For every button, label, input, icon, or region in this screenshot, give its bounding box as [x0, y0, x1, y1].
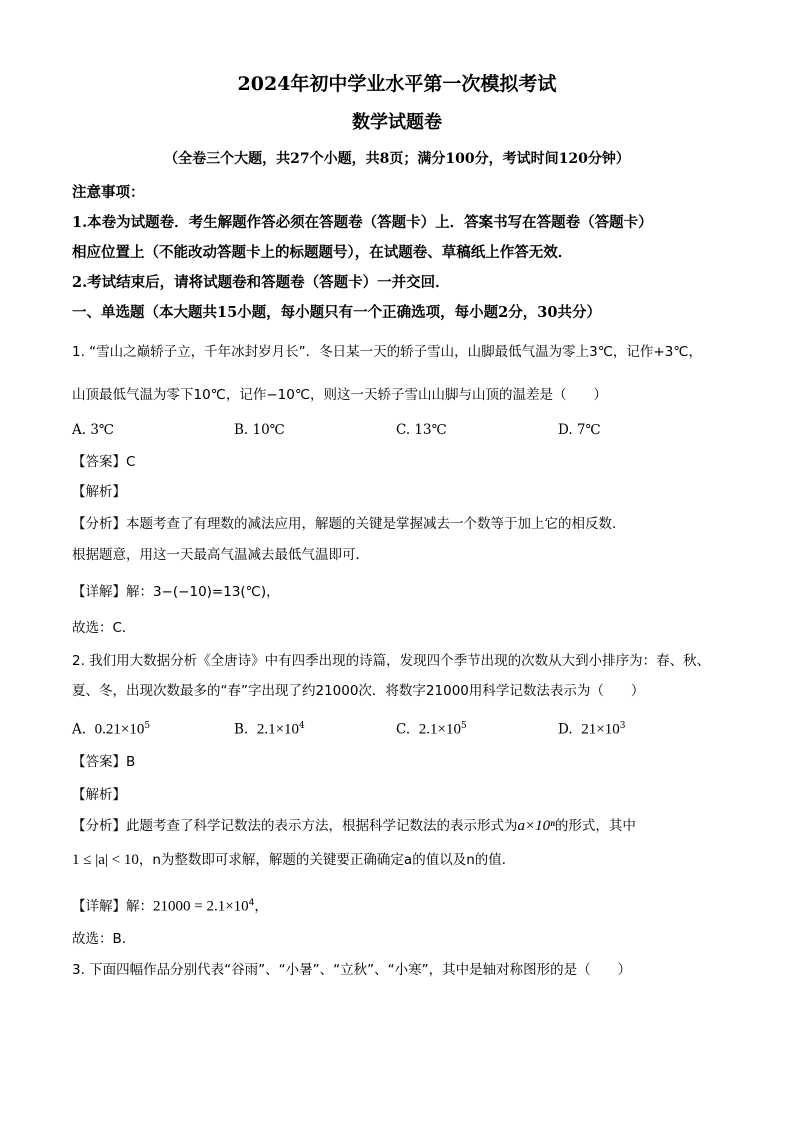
notes-item-1-line-2: 相应位置上（不能改动答题卡上的标题题号），在试题卷、草稿纸上作答无效．	[72, 244, 573, 261]
exam-info: （全卷三个大题，共27个小题，共8页；满分100分，考试时间120分钟）	[164, 151, 630, 167]
q2-stem-line-2: 夏、冬，出现次数最多的“春”字出现了约21000次．将数字21000用科学记数法表示为（ ）	[72, 683, 645, 699]
q1-analysis-line-1: 【分析】本题考查了有理数的减法应用，解题的关键是掌握减去一个数等于加上它的相反数．	[72, 516, 626, 532]
q1-option-a: A. 3℃	[72, 422, 115, 438]
q2-answer: 【答案】B	[72, 754, 136, 770]
q1-option-b: B. 10℃	[234, 422, 285, 438]
q1-answer: 【答案】C	[72, 454, 136, 470]
q2-analysis-line-2: 1 ≤ |a| < 10，n为整数即可求解，解题的关键要正确确定a的值以及n的值．	[72, 852, 516, 868]
q1-analysis-line-2: 根据题意，用这一天最高气温减去最低气温即可．	[72, 547, 369, 563]
q1-stem-line-1: 1. “雪山之巅轿子立，千年冰封岁月长”．冬日某一天的轿子雪山，山脚最低气温为零上3℃，记作+3℃，	[72, 344, 702, 360]
q3-stem-line-1: 3. 下面四幅作品分别代表“谷雨”、“小暑”、“立秋”、“小寒”，其中是轴对称图形的是（ ）	[72, 962, 632, 978]
q2-detail: 【详解】解：$21000 = 2.1\times 10^4$，	[72, 898, 268, 915]
section-1-heading: 一、单选题（本大题共15小题，每小题只有一个正确选项，每小题2分，30共分）	[72, 304, 601, 321]
q2-option-d: D. $21\times 10^3$	[558, 721, 626, 738]
q1-analysis-tag: 【解析】	[72, 484, 126, 500]
q1-option-d: D. 7℃	[558, 422, 601, 438]
q2-conclusion: 故选：B．	[72, 931, 136, 947]
q1-option-c: C. 13℃	[396, 422, 447, 438]
q2-stem-line-1: 2. 我们用大数据分析《全唐诗》中有四季出现的诗篇，发现四个季节出现的次数从大到小排序为：春、秋、	[72, 653, 711, 669]
q2-analysis-line-1: 【分析】此题考查了科学记数法的表示方法，根据科学记数法的表示形式为a×10ⁿ的形式，其中	[72, 818, 636, 834]
notes-item-2: 2.考试结束后，请将试题卷和答题卷（答题卡）一并交回．	[72, 274, 450, 291]
q2-option-a: A. $0.21\times 10^5$	[72, 721, 151, 738]
exam-subtitle: 数学试题卷	[352, 112, 442, 133]
q1-stem-line-2: 山顶最低气温为零下10℃，记作−10℃，则这一天轿子雪山山脚与山顶的温差是（ ）	[72, 387, 607, 403]
exam-title: 2024年初中学业水平第一次模拟考试	[237, 73, 557, 95]
notes-item-1-line-1: 1.本卷为试题卷．考生解题作答必须在答题卷（答题卡）上．答案书写在答题卷（答题卡）	[72, 214, 653, 231]
q2-analysis-tag: 【解析】	[72, 787, 126, 803]
q2-option-c: C. $2.1\times 10^5$	[396, 721, 467, 738]
q1-detail: 【详解】解：3−(−10)=13(℃)，	[72, 584, 280, 600]
notes-heading: 注意事项：	[72, 184, 145, 201]
q1-conclusion: 故选：C．	[72, 620, 136, 636]
q2-option-b: B. $2.1\times 10^4$	[234, 721, 305, 738]
